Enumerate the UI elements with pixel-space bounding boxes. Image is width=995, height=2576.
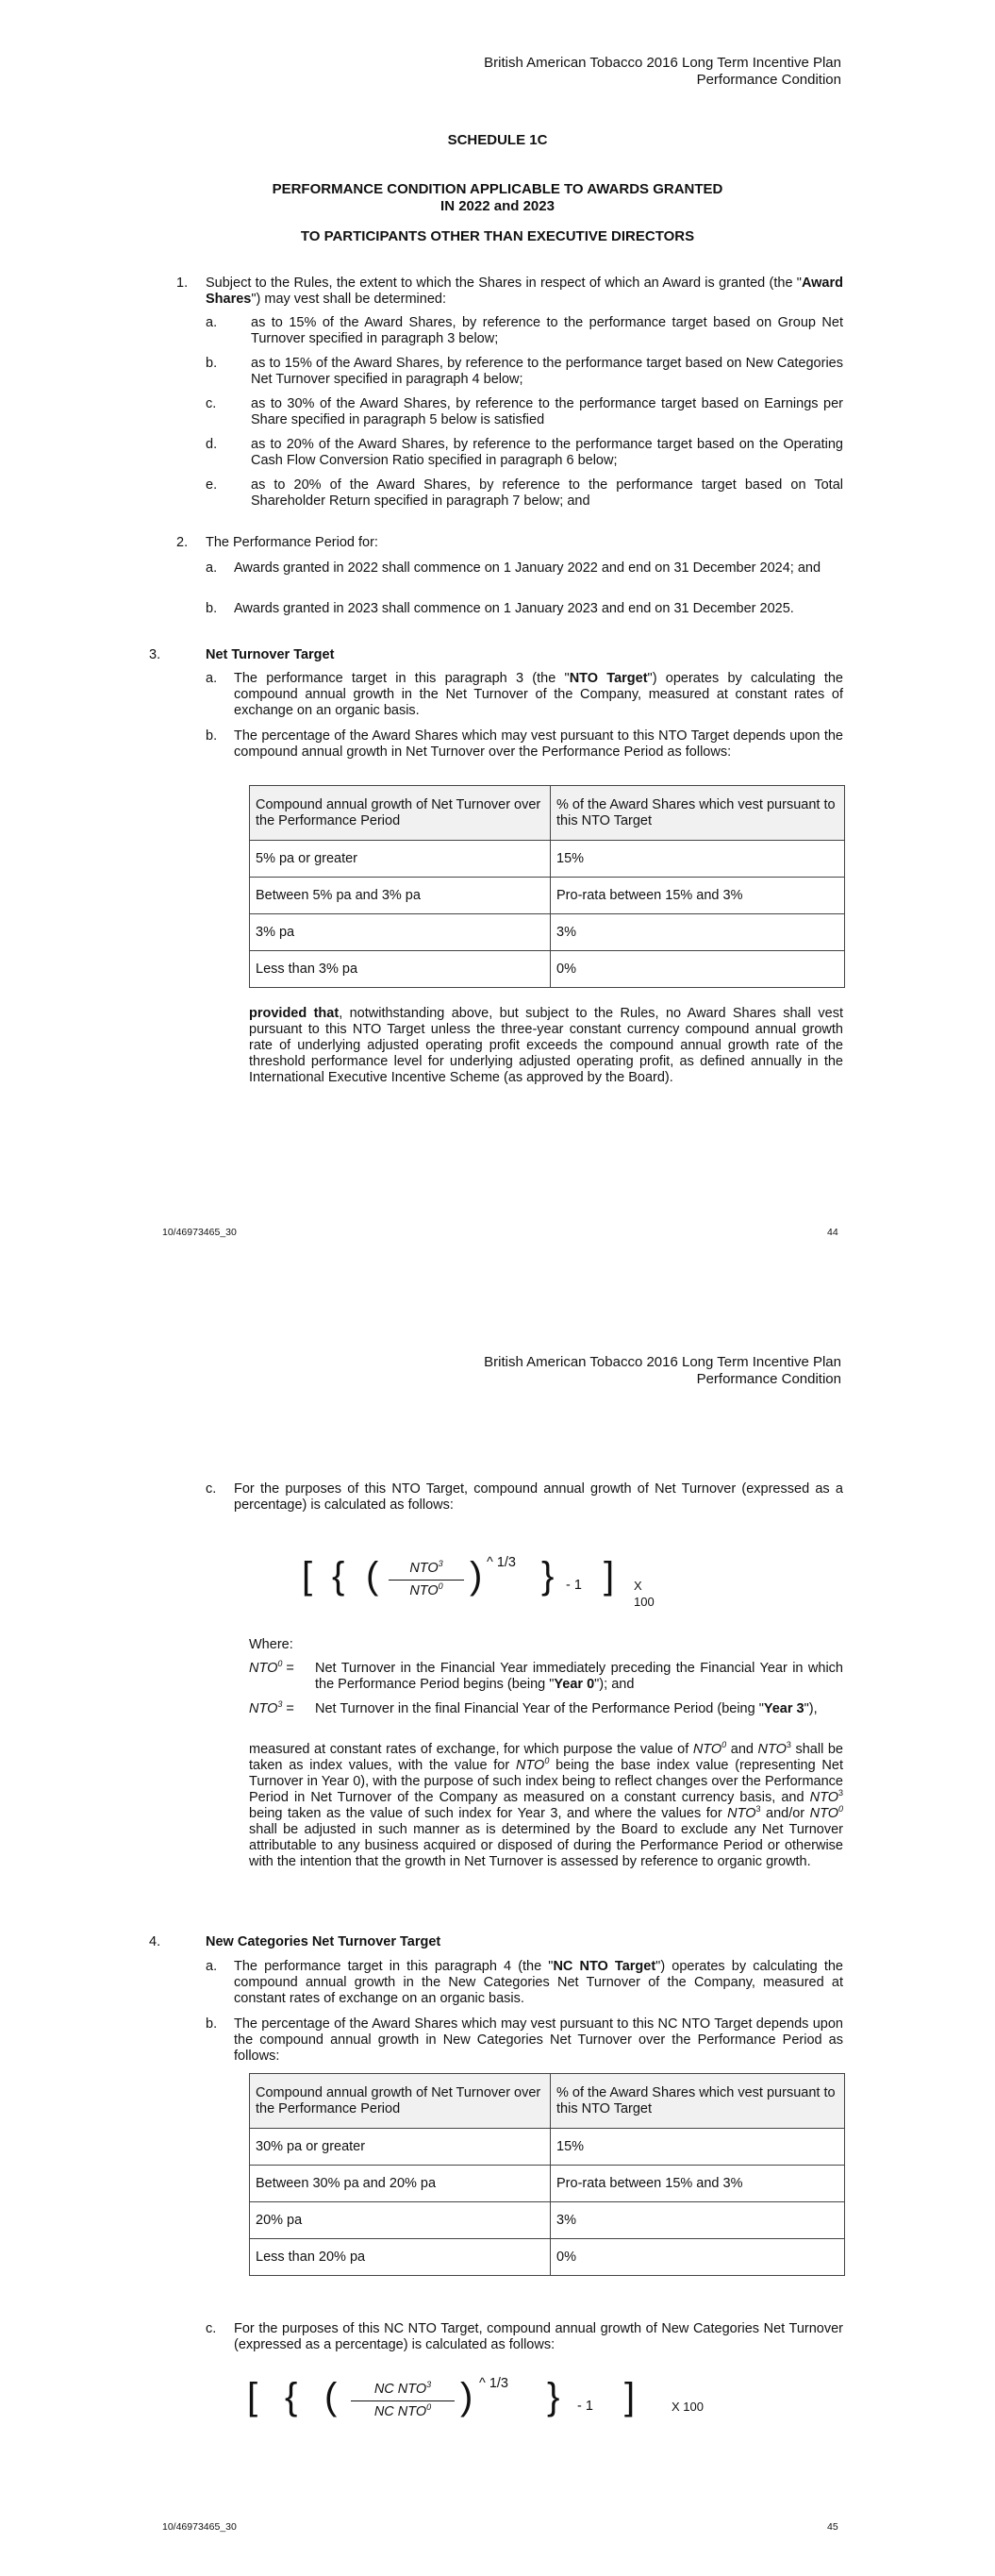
para3-b-label: b. (206, 728, 218, 744)
formula-denominator: NC NTO$^0$ (373, 2402, 432, 2419)
table-cell: 0% (551, 951, 845, 988)
para2-number: 2. (176, 535, 189, 550)
table-row (250, 2166, 845, 2202)
para4-title: New Categories Net Turnover Target (206, 1934, 441, 1949)
para2-a-text: Awards granted in 2022 shall commence on 1 January 2022 and end on 31 December 2024; and (234, 560, 821, 576)
para4-c-label: c. (206, 2321, 217, 2336)
measured-paragraph: measured at constant rates of exchange, for which purpose the value of NTO$^0$ and NTO$^3$ shall be taken as index values, with the value for NTO$^0$ being the base index value (representing Net Turnover in Year 0), with the purpose of such index being to reflect changes over the Performance Period in Net Turnover of the Company as measured on a constant currency basis, and NTO$^3$ being taken as the value of such index for Year 3, and where the values for NTO$^3$ and/or NTO$^0$ shall be adjusted in such manner as is determined by the Board to exclude any Net Turnover attributable to any business acquired or disposed of during the Performance Period or otherwise with the intention that the growth in Net Turnover is assessed by reference to organic growth. (249, 1740, 844, 1869)
schedule-title: SCHEDULE 1C (447, 132, 548, 148)
para3-c-label: c. (206, 1481, 217, 1497)
formula-fraction (351, 2382, 455, 2420)
formula-fraction (389, 1561, 464, 1599)
para2-b-text: Awards granted in 2023 shall commence on 1 January 2023 and end on 31 December 2025. (234, 601, 794, 616)
participants-title: TO PARTICIPANTS OTHER THAN EXECUTIVE DIRECTORS (300, 228, 695, 244)
table-cell: 3% (551, 914, 845, 951)
table-cell: Pro-rata between 15% and 3% (551, 878, 845, 914)
para4-a-text: The performance target in this paragraph 4 (the "NC NTO Target") operates by calculating the compound annual growth in the New Categories Net Turnover of the Company, measured at constant rates of exchange on an organic basis. (234, 1959, 843, 2006)
table-row (250, 2202, 845, 2239)
table-cell: 5% pa or greater (250, 841, 551, 878)
table-row (250, 2239, 845, 2276)
table-header-row (250, 2074, 845, 2129)
table-header-cell: Compound annual growth of Net Turnover over the Performance Period (250, 2074, 551, 2129)
formula-power: ^ 1/3 (479, 2376, 508, 2391)
para1-a-text: as to 15% of the Award Shares, by reference to the performance target based on Group Net Turnover specified in paragraph 3 below; (251, 315, 843, 346)
table-cell: 30% pa or greater (250, 2129, 551, 2166)
para3-b-text: The percentage of the Award Shares which may vest pursuant to this NTO Target depends upon the compound annual growth in Net Turnover over the Performance Period as follows: (234, 728, 843, 760)
table-cell: 0% (551, 2239, 845, 2276)
def-text-nto3: Net Turnover in the final Financial Year of the Performance Period (being "Year 3"), (315, 1701, 818, 1716)
table-cell: Between 5% pa and 3% pa (250, 878, 551, 914)
formula-numerator: NTO$^3$ (409, 1559, 443, 1576)
table-row (250, 841, 845, 878)
para3-a-label: a. (206, 671, 218, 686)
para2-a-label: a. (206, 560, 218, 576)
formula-minus: - 1 (577, 2399, 593, 2414)
para1-text: Subject to the Rules, the extent to which the Shares in respect of which an Award is granted (the "Award Shares") may vest shall be determined: (206, 276, 843, 307)
table-cell: Less than 20% pa (250, 2239, 551, 2276)
para1-number: 1. (176, 276, 189, 291)
nc-nto-vesting-table (249, 2073, 845, 2276)
page-header: British American Tobacco 2016 Long Term Incentive Plan Performance Condition (484, 1354, 841, 1387)
formula-denominator: NTO$^0$ (409, 1581, 443, 1598)
where-label: Where: (249, 1637, 293, 1652)
table-cell: 15% (551, 841, 845, 878)
page-44-number: 44 (827, 1227, 838, 1238)
table-header-cell: Compound annual growth of Net Turnover over the Performance Period (250, 786, 551, 841)
table-cell: Pro-rata between 15% and 3% (551, 2166, 845, 2202)
table-cell: 3% pa (250, 914, 551, 951)
condition-title: PERFORMANCE CONDITION APPLICABLE TO AWARDS GRANTED IN 2022 and 2023 (272, 181, 723, 214)
para3-number: 3. (149, 647, 161, 662)
nto-formula: [ { ( NTO$^3$ NTO$^0$ ) ^ 1/3 } - 1 ] X 100 (302, 1547, 660, 1623)
para1-e-label: e. (206, 477, 218, 493)
table-row (250, 2129, 845, 2166)
para1-d-label: d. (206, 437, 218, 452)
para3-c-text: For the purposes of this NTO Target, compound annual growth of Net Turnover (expressed as a percentage) is calculated as follows: (234, 1481, 843, 1513)
def-text-nto0: Net Turnover in the Financial Year immediately preceding the Financial Year in which the Performance Period begins (being "Year 0"); and (315, 1661, 843, 1692)
para3-title: Net Turnover Target (206, 647, 335, 662)
table-row (250, 951, 845, 988)
def-term-nto0: $NTO^0$ = (249, 1659, 294, 1676)
table-row (250, 914, 845, 951)
page-45-ref: 10/46973465_30 (162, 2521, 237, 2533)
para1-d-text: as to 20% of the Award Shares, by reference to the performance target based on the Operating Cash Flow Conversion Ratio specified in paragraph 6 below; (251, 437, 843, 468)
table-cell: 3% (551, 2202, 845, 2239)
formula-times: X 100 (672, 2400, 704, 2414)
para4-a-label: a. (206, 1959, 218, 1974)
formula-times: X 100 (634, 1579, 655, 1609)
table-header-cell: % of the Award Shares which vest pursuant to this NTO Target (551, 2074, 845, 2129)
para3-a-text: The performance target in this paragraph 3 (the "NTO Target") operates by calculating the compound annual growth in the Net Turnover of the Company, measured at constant rates of exchange on an organic basis. (234, 671, 843, 718)
para4-b-label: b. (206, 2016, 218, 2032)
table-cell: 15% (551, 2129, 845, 2166)
para2-text: The Performance Period for: (206, 535, 378, 550)
nto-vesting-table (249, 785, 845, 988)
table-cell: Less than 3% pa (250, 951, 551, 988)
para1-e-text: as to 20% of the Award Shares, by reference to the performance target based on Total Shareholder Return specified in paragraph 7 below; and (251, 477, 843, 509)
page-header: British American Tobacco 2016 Long Term Incentive Plan Performance Condition (484, 55, 841, 88)
para4-b-text: The percentage of the Award Shares which may vest pursuant to this NC NTO Target depends upon the compound annual growth in New Categories Net Turnover over the Performance Period as follows: (234, 2016, 843, 2064)
table-cell: 20% pa (250, 2202, 551, 2239)
para2-b-label: b. (206, 601, 218, 616)
table-header-row (250, 786, 845, 841)
table-cell: Between 30% pa and 20% pa (250, 2166, 551, 2202)
para1-a-label: a. (206, 315, 218, 330)
nto-proviso: provided that, notwithstanding above, but subject to the Rules, no Award Shares shall vest pursuant to this NTO Target unless the three-year constant currency compound annual growth rate of underlying adjusted operating profit exceeds the compound annual growth rate of the threshold performance level for underlying adjusted operating profit, as defined annually in the International Executive Incentive Scheme (as approved by the Board). (249, 1006, 843, 1085)
table-header-cell: % of the Award Shares which vest pursuant to this NTO Target (551, 786, 845, 841)
para1-c-label: c. (206, 396, 217, 411)
def-term-nto3: $NTO^3$ = (249, 1699, 294, 1716)
page-45-number: 45 (827, 2521, 838, 2533)
para4-c-text: For the purposes of this NC NTO Target, compound annual growth of New Categories Net Turnover (expressed as a percentage) is calculated as follows: (234, 2321, 843, 2352)
formula-minus: - 1 (566, 1578, 582, 1593)
page-44-ref: 10/46973465_30 (162, 1227, 237, 1238)
formula-numerator: NC NTO$^3$ (373, 2380, 432, 2397)
nc-nto-formula: [ { ( NC NTO$^3$ NC NTO$^0$ ) ^ 1/3 } - 1 ] X 100 (247, 2376, 704, 2419)
para4-number: 4. (149, 1934, 161, 1949)
para1-b-text: as to 15% of the Award Shares, by reference to the performance target based on New Categories Net Turnover specified in paragraph 4 below; (251, 356, 843, 387)
formula-power: ^ 1/3 (487, 1555, 516, 1570)
para1-c-text: as to 30% of the Award Shares, by reference to the performance target based on Earnings per Share specified in paragraph 5 below is satisfied (251, 396, 843, 427)
para1-b-label: b. (206, 356, 218, 371)
table-row (250, 878, 845, 914)
